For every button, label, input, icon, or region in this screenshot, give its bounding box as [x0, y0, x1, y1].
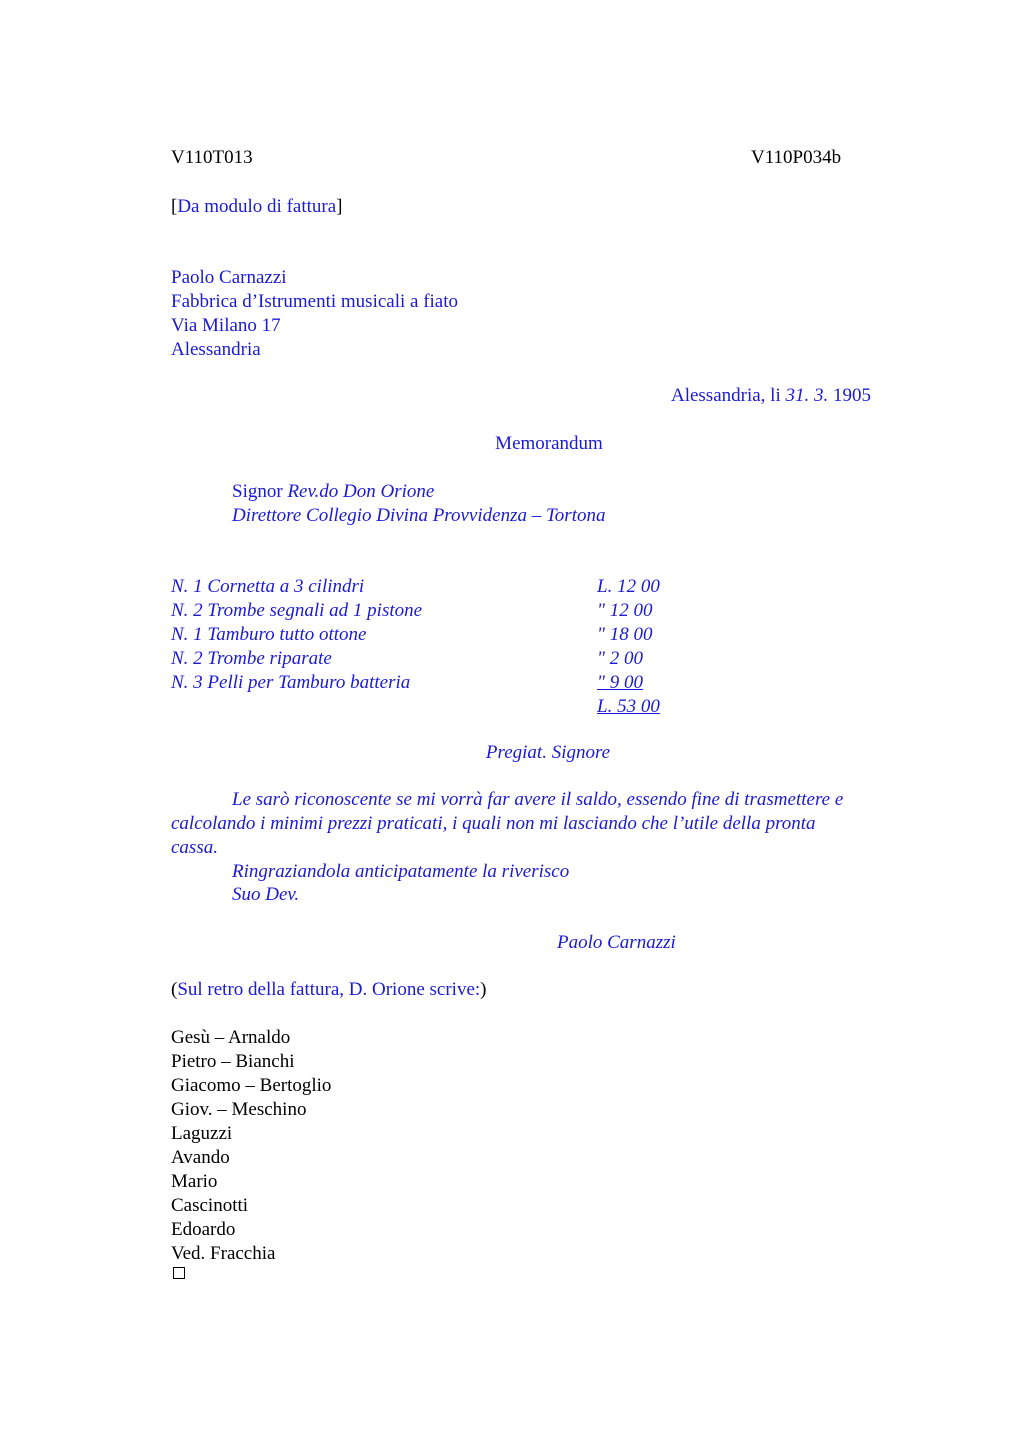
sender-block — [171, 266, 458, 362]
item-description: N. 2 Trombe segnali ad 1 pistone — [171, 600, 423, 621]
editorial-note-text: Da modulo di fattura — [177, 196, 337, 217]
invoice-row — [171, 575, 691, 599]
item-description: N. 1 Tamburo tutto ottone — [171, 624, 367, 645]
item-amount: L. 12 00 — [597, 576, 660, 597]
addressee-line-2: Direttore Collegio Divina Provvidenza – Tortona — [232, 505, 606, 526]
list-item: Ved. Fracchia — [171, 1243, 276, 1264]
date-prefix: Alessandria, li — [670, 385, 786, 406]
item-amount: " 12 00 — [597, 600, 653, 621]
item-description: N. 3 Pelli per Tamburo batteria — [171, 672, 411, 693]
item-amount: " 18 00 — [597, 624, 653, 645]
paren-close: ) — [480, 979, 487, 1000]
paren-open: ( — [171, 979, 178, 1000]
addressee-salutation: Signor — [232, 481, 288, 502]
list-item: Cascinotti — [171, 1195, 249, 1216]
invoice-total: L. 53 00 — [597, 696, 660, 717]
back-note — [171, 978, 487, 1002]
invoice-items — [171, 575, 691, 719]
sender-line: Via Milano 17 — [171, 315, 281, 336]
list-item: Laguzzi — [171, 1123, 233, 1144]
sender-line: Alessandria — [171, 339, 261, 360]
letter-date — [671, 384, 871, 408]
list-item: Giov. – Meschino — [171, 1099, 307, 1120]
invoice-row — [171, 623, 691, 647]
addressee-name: Rev.do Don Orione — [287, 481, 435, 502]
invoice-row — [171, 647, 691, 671]
list-item: Mario — [171, 1171, 218, 1192]
letter-signature: Paolo Carnazzi — [557, 932, 676, 953]
letter-closing-1: Ringraziandola anticipatamente la riverisco — [232, 861, 570, 882]
list-item: Avando — [171, 1147, 230, 1168]
back-note-text: Sul retro della fattura, D. Orione scrive: — [177, 979, 481, 1000]
invoice-row — [171, 671, 691, 695]
editorial-note — [171, 195, 342, 219]
document-code-right: V110P034b — [751, 147, 842, 168]
item-description: N. 2 Trombe riparate — [171, 648, 332, 669]
letter-closing-2: Suo Dev. — [232, 884, 300, 905]
list-item: Giacomo – Bertoglio — [171, 1075, 332, 1096]
addressee-block — [232, 480, 605, 528]
letter-body-line-2: calcolando i minimi prezzi praticati, i quali non mi lasciando che l’utile della pronta — [171, 813, 816, 834]
list-item: Gesù – Arnaldo — [171, 1027, 291, 1048]
sender-line: Fabbrica d’Istrumenti musicali a fiato — [171, 291, 459, 312]
letter-greeting: Pregiat. Signore — [485, 742, 611, 763]
date-year: 1905 — [828, 385, 871, 406]
bracket-open: [ — [171, 196, 178, 217]
date-day-month: 31. 3. — [785, 385, 829, 406]
document-title: Memorandum — [495, 433, 603, 454]
bracket-close: ] — [336, 196, 343, 217]
list-item: Edoardo — [171, 1219, 236, 1240]
list-item: Pietro – Bianchi — [171, 1051, 295, 1072]
item-description: N. 1 Cornetta a 3 cilindri — [171, 576, 365, 597]
invoice-total-row — [171, 695, 691, 719]
item-amount: " 2 00 — [597, 648, 643, 669]
item-amount: " 9 00 — [597, 672, 643, 693]
empty-square-icon — [173, 1267, 185, 1279]
document-code-left: V110T013 — [171, 147, 253, 168]
invoice-row — [171, 599, 691, 623]
names-list — [171, 1026, 331, 1266]
addressee-line-1 — [232, 480, 605, 504]
letter-body-line-3: cassa. — [171, 837, 218, 858]
sender-line: Paolo Carnazzi — [171, 267, 287, 288]
letter-body-line-1: Le sarò riconoscente se mi vorrà far avere il saldo, essendo fine di trasmettere e — [232, 789, 844, 810]
